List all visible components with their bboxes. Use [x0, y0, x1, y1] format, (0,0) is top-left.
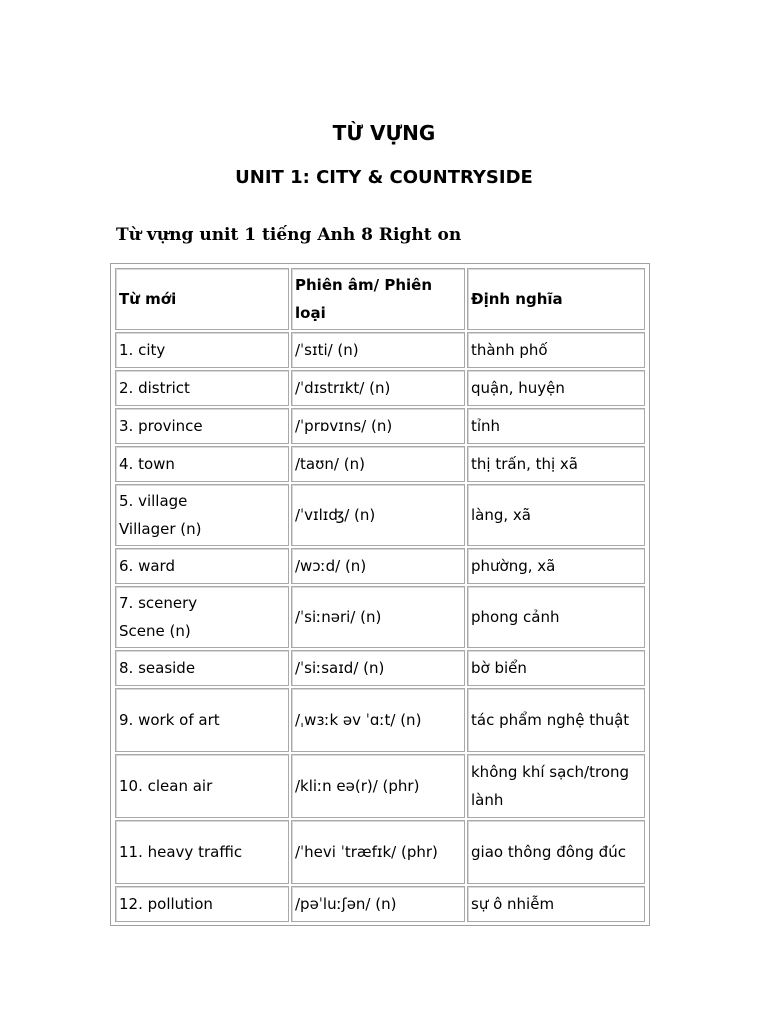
cell-new-word	[115, 408, 289, 444]
unit-title: UNIT 1: CITY & COUNTRYSIDE	[235, 167, 533, 188]
table-row	[115, 820, 645, 884]
cell-new-word	[115, 886, 289, 922]
cell-phonetic: /ˈvɪlɪʤ/ (n)	[291, 484, 465, 546]
cell-meaning: giao thông đông đúc	[467, 820, 645, 884]
cell-new-word	[115, 370, 289, 406]
table-row	[115, 886, 645, 922]
cell-meaning: quận, huyện	[467, 370, 645, 406]
cell-phonetic: /ˈsiːnəri/ (n)	[291, 586, 465, 648]
cell-meaning: thị trấn, thị xã	[467, 446, 645, 482]
cell-meaning: phường, xã	[467, 548, 645, 584]
cell-phonetic: /ˈprɒvɪns/ (n)	[291, 408, 465, 444]
cell-new-word	[115, 484, 289, 546]
cell-phonetic: /ˈdɪstrɪkt/ (n)	[291, 370, 465, 406]
word-text: 8. seaside	[119, 659, 196, 677]
vocabulary-table	[113, 266, 647, 924]
header-meaning: Định nghĩa	[467, 268, 645, 330]
vocabulary-table-frame	[110, 263, 650, 926]
word-extra-text: Scene (n)	[119, 622, 191, 640]
cell-phonetic: /pəˈluːʃən/ (n)	[291, 886, 465, 922]
table-row	[115, 688, 645, 752]
cell-meaning: tác phẩm nghệ thuật	[467, 688, 645, 752]
word-text: 5. village	[119, 492, 188, 510]
cell-meaning: sự ô nhiễm	[467, 886, 645, 922]
cell-new-word	[115, 548, 289, 584]
section-subheading: Từ vựng unit 1 tiếng Anh 8 Right on	[116, 225, 462, 245]
cell-meaning: bờ biển	[467, 650, 645, 686]
header-phonetic: Phiên âm/ Phiên loại	[291, 268, 465, 330]
cell-new-word	[115, 332, 289, 368]
word-text: 1. city	[119, 341, 166, 359]
word-text: 3. province	[119, 417, 203, 435]
cell-new-word	[115, 650, 289, 686]
word-text: 7. scenery	[119, 594, 198, 612]
table-row	[115, 446, 645, 482]
cell-meaning: tỉnh	[467, 408, 645, 444]
cell-meaning: không khí sạch/trong lành	[467, 754, 645, 818]
word-text: 10. clean air	[119, 777, 213, 795]
word-text: 6. ward	[119, 557, 175, 575]
cell-new-word	[115, 586, 289, 648]
cell-phonetic: /ˌwɜːk əv ˈɑːt/ (n)	[291, 688, 465, 752]
table-row	[115, 332, 645, 368]
cell-phonetic: /wɔːd/ (n)	[291, 548, 465, 584]
table-header-row	[115, 268, 645, 330]
table-row	[115, 650, 645, 686]
word-text: 9. work of art	[119, 711, 220, 729]
header-new-word: Từ mới	[115, 268, 289, 330]
table-row	[115, 754, 645, 818]
cell-meaning: làng, xã	[467, 484, 645, 546]
cell-phonetic: /taʊn/ (n)	[291, 446, 465, 482]
cell-meaning: thành phố	[467, 332, 645, 368]
word-extra-text: Villager (n)	[119, 520, 202, 538]
cell-new-word	[115, 446, 289, 482]
table-row	[115, 408, 645, 444]
table-row	[115, 484, 645, 546]
cell-phonetic: /ˈsiːsaɪd/ (n)	[291, 650, 465, 686]
word-text: 4. town	[119, 455, 175, 473]
cell-new-word	[115, 754, 289, 818]
table-row	[115, 548, 645, 584]
table-row	[115, 370, 645, 406]
word-text: 12. pollution	[119, 895, 213, 913]
table-row	[115, 586, 645, 648]
cell-phonetic: /ˈsɪti/ (n)	[291, 332, 465, 368]
cell-new-word	[115, 820, 289, 884]
word-text: 11. heavy traffic	[119, 843, 243, 861]
cell-meaning: phong cảnh	[467, 586, 645, 648]
word-text: 2. district	[119, 379, 190, 397]
cell-phonetic: /ˈhevi ˈtræfɪk/ (phr)	[291, 820, 465, 884]
cell-phonetic: /kliːn eə(r)/ (phr)	[291, 754, 465, 818]
page-title: TỪ VỰNG	[332, 121, 436, 145]
cell-new-word	[115, 688, 289, 752]
